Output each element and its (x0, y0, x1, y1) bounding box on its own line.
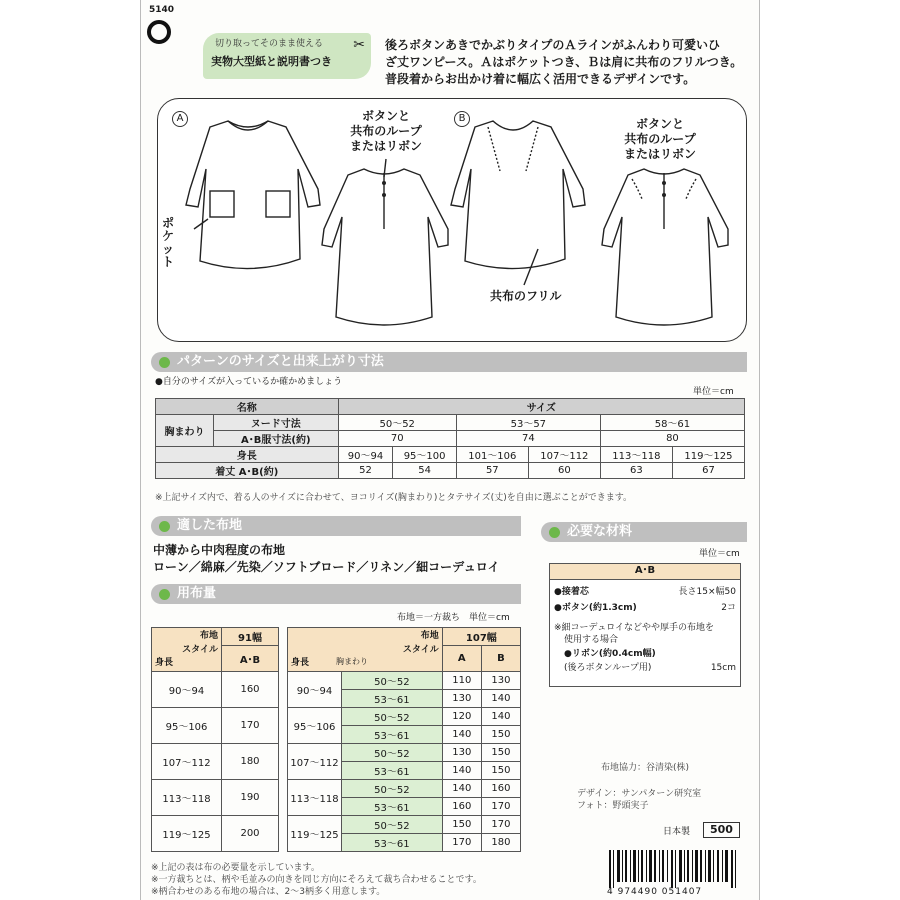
materials-section-title: 必要な材料 (567, 524, 633, 539)
button-note-b-line1: ボタンと (635, 117, 684, 131)
t1-value: 200 (222, 816, 279, 852)
yardage-foot1: ※上記の表は布の必要量を示しています。 (151, 863, 320, 873)
t1-height: 107〜112 (152, 744, 222, 780)
scissors-icon: ✂ (353, 37, 365, 53)
t2-a: A (442, 646, 481, 672)
t2-chest: 50〜52 (342, 672, 443, 690)
fabric-section-title: 適した布地 (177, 518, 243, 533)
t2-chest: 53〜61 (342, 762, 443, 780)
nude-value: 50〜52 (338, 415, 456, 431)
length-value: 63 (600, 463, 672, 479)
pocket-label: ポケット (162, 216, 175, 269)
size-note: ●自分のサイズが入っているか確かめましょう (155, 377, 343, 387)
yardage-section-title: 用布量 (177, 586, 217, 601)
material-ribbon: ●リボン(約0.4cm幅) (564, 649, 656, 659)
frill-label: 共布のフリル (490, 289, 562, 303)
col-name: 名称 (156, 399, 339, 415)
desc-line3: 普段着からお出かけ着に幅広く活用できるデザインです。 (385, 72, 696, 86)
bullet-icon (159, 589, 170, 600)
height-value: 95〜100 (393, 447, 456, 463)
fabric-line2: ローン／綿麻／先染／ソフトブロード／リネン／細コーデュロイ (153, 560, 500, 574)
label-b: B (454, 111, 470, 127)
t2-height: 107〜112 (288, 744, 342, 780)
materials-box (549, 563, 741, 687)
t2-a-value: 110 (442, 672, 481, 690)
product-number: 5140 (149, 5, 175, 15)
garment-value: 80 (600, 431, 744, 447)
illustration-panel (157, 98, 747, 342)
button-note-b-line3: またはリボン (623, 147, 696, 161)
button-note-a-line3: またはリボン (349, 139, 422, 153)
t2-chest: 53〜61 (342, 834, 443, 852)
fabric-line1: 中薄から中肉程度の布地 (153, 543, 286, 557)
t2-style-label: スタイル (402, 645, 439, 655)
chest-label: 胸まわり (156, 415, 214, 447)
t2-chest: 53〜61 (342, 798, 443, 816)
material-buttons: ●ボタン(約1.3cm) (554, 603, 637, 613)
t2-a-value: 130 (442, 744, 481, 762)
button-note-a-line1: ボタンと (361, 109, 410, 123)
label-a: A (172, 111, 188, 127)
t2-chest: 50〜52 (342, 708, 443, 726)
t2-chest: 50〜52 (342, 816, 443, 834)
nude-value: 58〜61 (600, 415, 744, 431)
t2-chest: 53〜61 (342, 726, 443, 744)
yardage-section-header (151, 584, 521, 604)
bullet-icon (159, 521, 170, 532)
material-ribbon-value: 15cm (710, 663, 736, 673)
material-interfacing: ●接着芯 (554, 587, 589, 597)
t2-a-value: 140 (442, 780, 481, 798)
t2-a-value: 140 (442, 762, 481, 780)
t1-ab: A･B (222, 646, 279, 672)
size-footnote: ※上記サイズ内で、着る人のサイズに合わせて、ヨコリイズ(胸まわり)とタテサイズ(丈)を自由に選ぶことができます。 (155, 493, 632, 503)
made-in-japan: 日本製 (663, 827, 691, 837)
nude-value: 53〜57 (456, 415, 600, 431)
material-ribbon-use: (後ろボタンループ用) (564, 663, 652, 673)
t1-height-label: 身長 (155, 658, 174, 668)
material-note1: ※細コーデュロイなどやや厚手の布地を (554, 623, 715, 633)
size-unit: 単位＝cm (693, 387, 734, 397)
size-table (155, 398, 745, 479)
t1-value: 180 (222, 744, 279, 780)
materials-unit: 単位＝cm (699, 549, 740, 559)
t1-height: 95〜106 (152, 708, 222, 744)
length-label: 着丈 A･B(約) (156, 463, 339, 479)
yardage-note: 布地＝一方裁ち 単位＝cm (397, 613, 510, 623)
t2-b: B (481, 646, 520, 672)
col-size: サイズ (338, 399, 744, 415)
garment-value: 74 (456, 431, 600, 447)
height-value: 90〜94 (338, 447, 393, 463)
nude-label: ヌード寸法 (214, 415, 339, 431)
length-value: 52 (338, 463, 393, 479)
t2-chest-label: 胸まわり (336, 657, 368, 666)
t2-b-value: 160 (481, 780, 520, 798)
material-buttons-value: 2コ (721, 603, 736, 613)
t1-height: 90〜94 (152, 672, 222, 708)
fabric-section-header (151, 516, 521, 536)
size-section-title: パターンのサイズと出来上がり寸法 (177, 354, 384, 369)
desc-line1: 後ろボタンあきでかぶりタイプのＡラインがふんわり可愛いひ (385, 38, 721, 52)
height-value: 113〜118 (600, 447, 672, 463)
t2-height: 90〜94 (288, 672, 342, 708)
height-label: 身長 (156, 447, 339, 463)
size-section-header (151, 352, 747, 372)
t1-height: 113〜118 (152, 780, 222, 816)
t2-b-value: 170 (481, 798, 520, 816)
button-note-b-line2: 共布のループ (624, 132, 696, 146)
t1-fabric-label: 布地 (199, 631, 218, 641)
t2-a-value: 120 (442, 708, 481, 726)
t1-value: 170 (222, 708, 279, 744)
badge-line1: 切り取ってそのまま使える (215, 39, 324, 49)
length-value: 57 (456, 463, 528, 479)
credit-photo: フォト：野頭実子 (577, 801, 649, 811)
length-value: 60 (528, 463, 600, 479)
yardage-table-91 (151, 627, 279, 852)
t2-b-value: 180 (481, 834, 520, 852)
height-value: 107〜112 (528, 447, 600, 463)
badge-line2: 実物大型紙と説明書つき (211, 55, 332, 68)
t2-a-value: 170 (442, 834, 481, 852)
barcode-number: 4 974490 051407 (607, 887, 703, 897)
button-note-a-line2: 共布のループ (350, 124, 422, 138)
material-interfacing-value: 長さ15×幅50 (678, 587, 736, 597)
t2-corner (288, 628, 443, 672)
height-value: 119〜125 (672, 447, 744, 463)
t2-b-value: 140 (481, 690, 520, 708)
t2-b-value: 150 (481, 762, 520, 780)
t2-chest: 53〜61 (342, 690, 443, 708)
credit-design: デザイン：サンパターン研究室 (577, 789, 702, 799)
t2-chest: 50〜52 (342, 780, 443, 798)
t2-a-value: 150 (442, 816, 481, 834)
button-note-b (610, 117, 710, 162)
t2-a-value: 130 (442, 690, 481, 708)
t2-height: 119〜125 (288, 816, 342, 852)
t1-height: 119〜125 (152, 816, 222, 852)
length-value: 54 (393, 463, 456, 479)
height-value: 101〜106 (456, 447, 528, 463)
t2-chest: 50〜52 (342, 744, 443, 762)
t1-value: 190 (222, 780, 279, 816)
t2-a-value: 140 (442, 726, 481, 744)
feature-badge (203, 33, 371, 79)
t2-width: 107幅 (442, 628, 520, 646)
t1-corner (152, 628, 222, 672)
bullet-icon (159, 357, 170, 368)
materials-head: A･B (550, 564, 740, 580)
yardage-foot2: ※一方裁ちとは、柄や毛並みの向きを同じ方向にそろえて裁ち合わせることです。 (151, 875, 482, 885)
yardage-table-107 (287, 627, 521, 852)
barcode-icon (609, 850, 743, 888)
t2-height: 95〜106 (288, 708, 342, 744)
brand-logo (147, 20, 171, 44)
length-value: 67 (672, 463, 744, 479)
t2-fabric-label: 布地 (420, 631, 439, 641)
pattern-envelope-back (140, 0, 760, 900)
t2-b-value: 150 (481, 744, 520, 762)
yardage-foot3: ※柄合わせのある布地の場合は、2〜3柄多く用意します。 (151, 887, 386, 897)
t1-style-label: スタイル (182, 645, 218, 655)
credit-fabric: 布地協力：谷清染(株) (601, 763, 690, 773)
garment-value: 70 (338, 431, 456, 447)
material-note2: 使用する場合 (564, 635, 619, 645)
t1-value: 160 (222, 672, 279, 708)
t2-b-value: 130 (481, 672, 520, 690)
materials-section-header (541, 522, 747, 542)
garment-label: A･B服寸法(約) (214, 431, 339, 447)
t2-b-value: 150 (481, 726, 520, 744)
bullet-icon (549, 527, 560, 538)
t2-a-value: 160 (442, 798, 481, 816)
button-note-a (336, 109, 436, 154)
desc-line2: ざ丈ワンピース。Ａはポケットつき、Ｂは肩に共布のフリルつき。 (385, 55, 743, 69)
t2-b-value: 140 (481, 708, 520, 726)
t2-height: 113〜118 (288, 780, 342, 816)
t1-width: 91幅 (222, 628, 279, 646)
t2-height-label: 身長 (291, 658, 310, 668)
t2-b-value: 170 (481, 816, 520, 834)
price: 500 (703, 822, 740, 838)
